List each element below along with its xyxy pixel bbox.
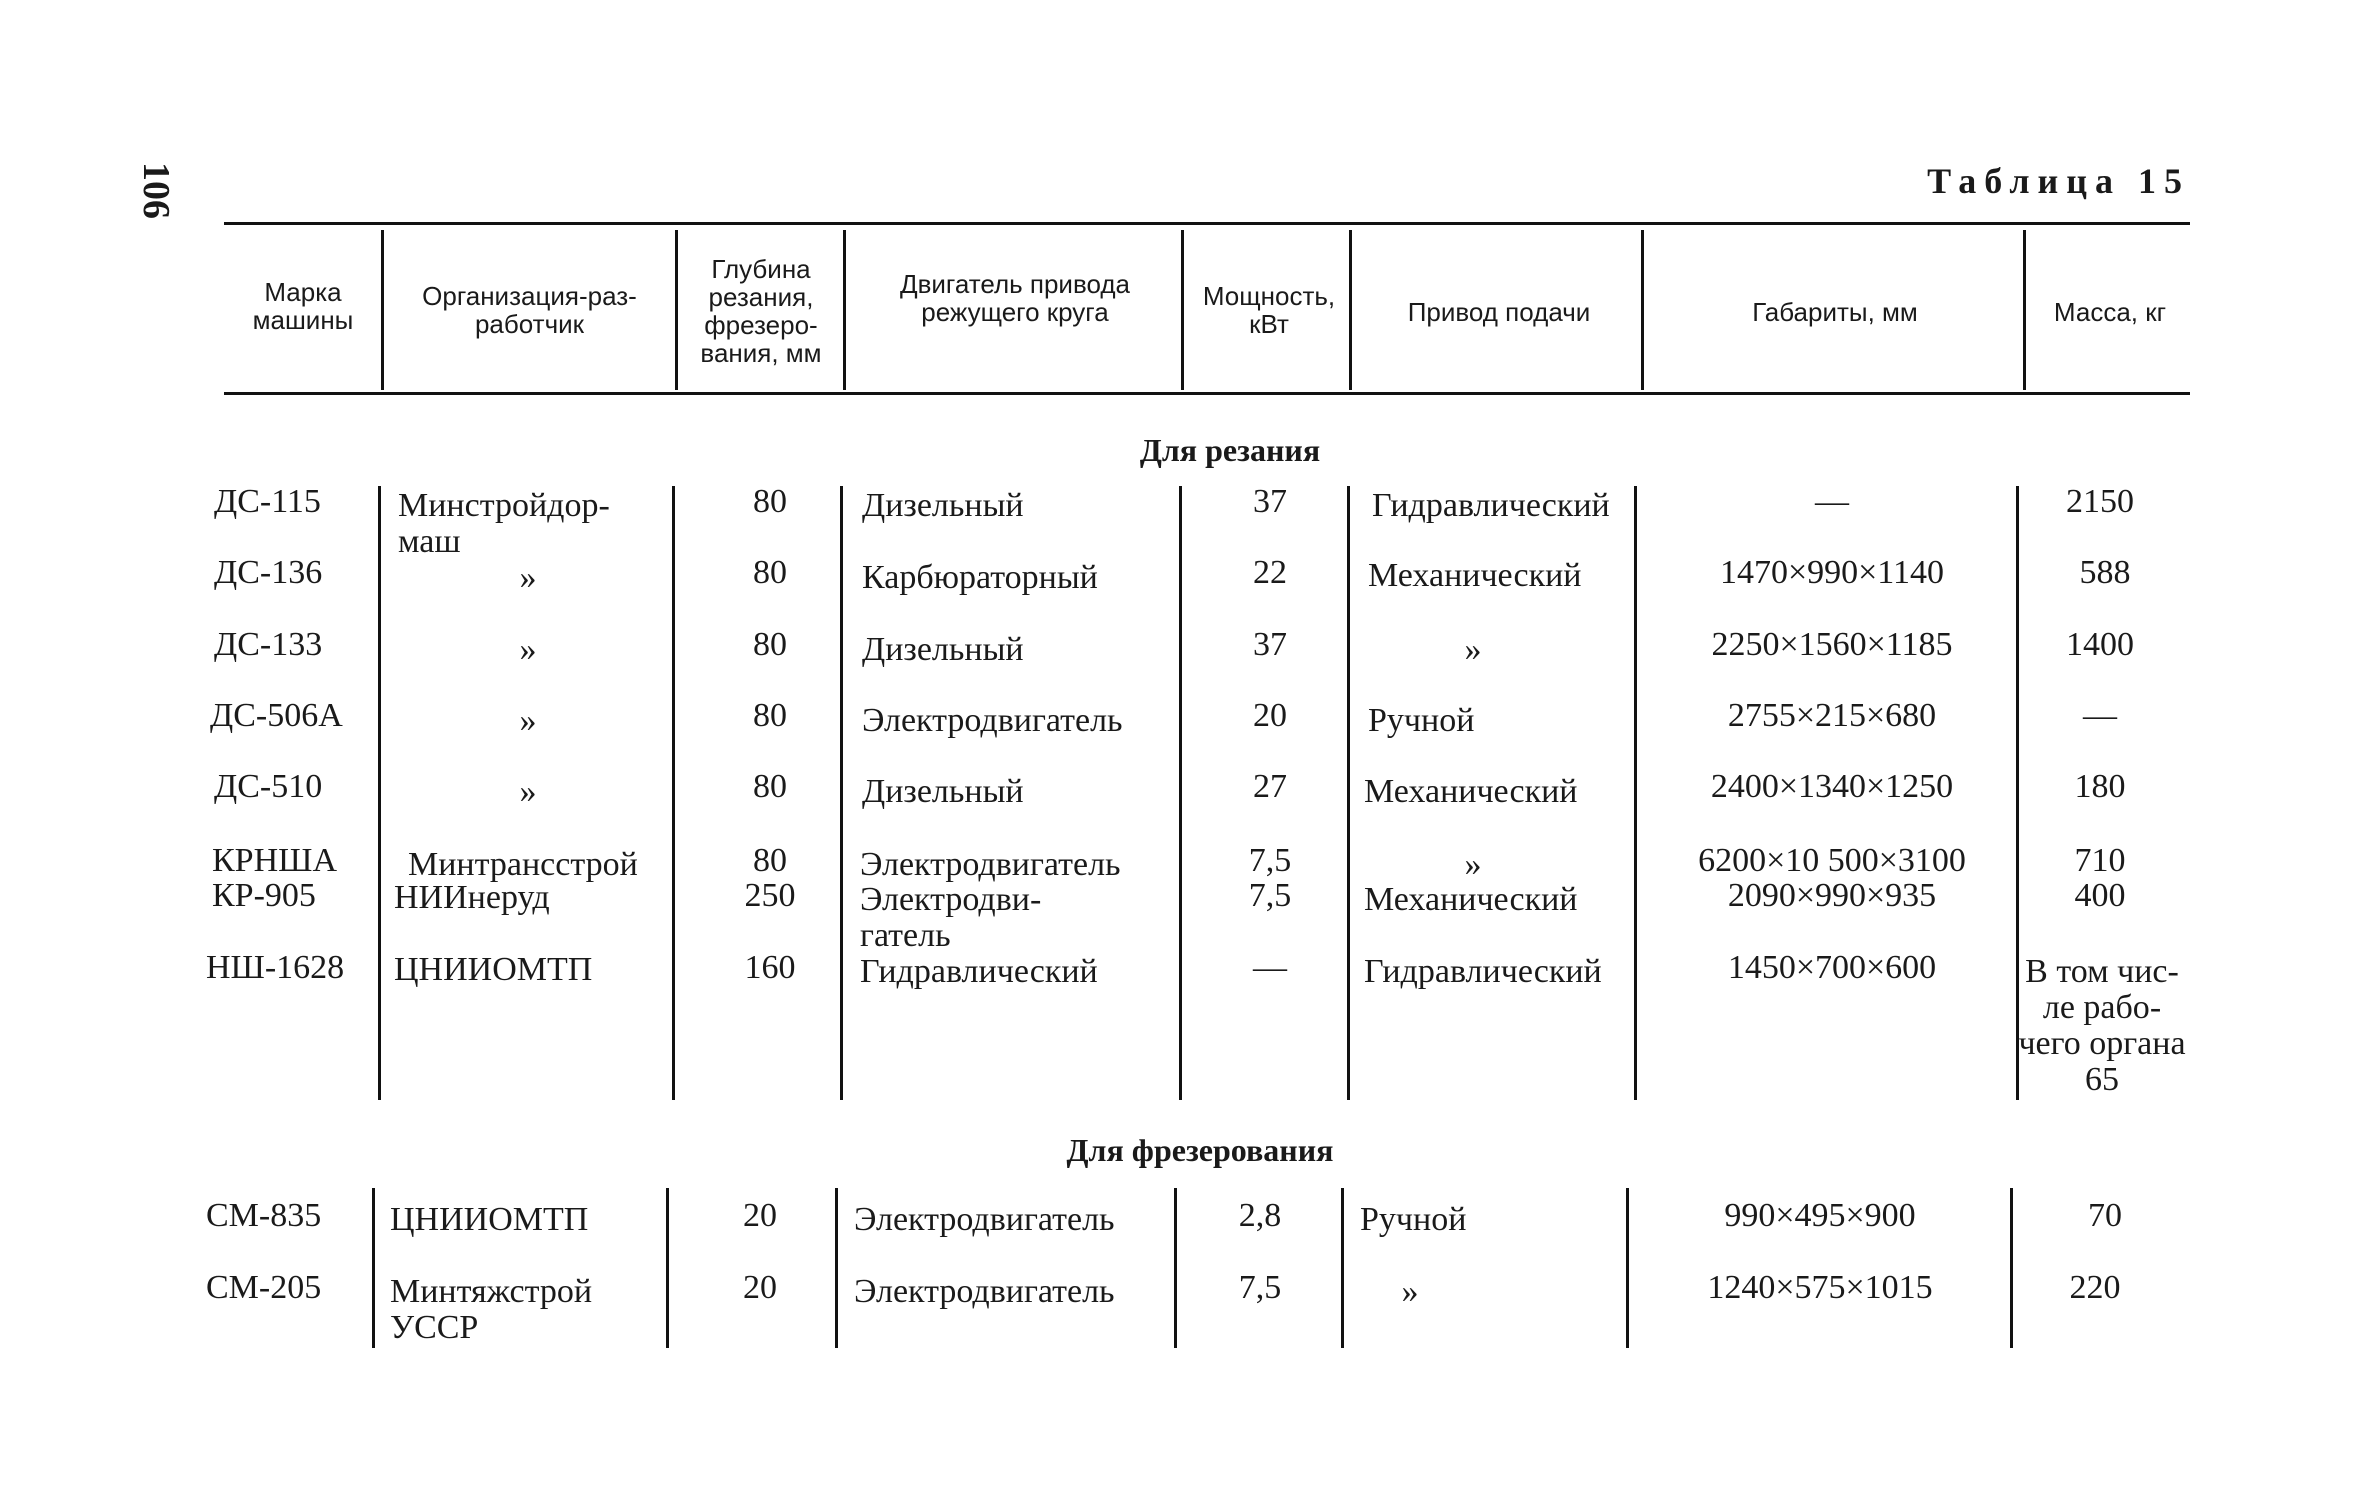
depth-cell: 80 [753,768,787,805]
brand-cell: ДС-506А [210,697,343,734]
power-cell: 7,5 [1248,842,1292,879]
brand-cell: ДС-133 [214,626,323,663]
org-cell: ЦНИИОМТП [390,1201,589,1238]
mass-cell: 70 [2088,1197,2122,1234]
header-divider [1349,230,1352,390]
mass-cell: 400 [2074,877,2126,914]
engine-cell: Электродвигатель [854,1273,1115,1310]
org-cell: » [519,702,537,739]
dims-cell: 6200×10 500×3100 [1698,842,1966,879]
header-divider [1641,230,1644,390]
depth-cell: 20 [743,1269,777,1306]
column-divider [672,486,675,1100]
depth-cell: 80 [753,842,787,879]
drive-cell: Гидравлический [1364,953,1602,990]
depth-cell: 160 [744,949,796,986]
org-cell: НИИнеруд [394,879,550,916]
column-divider [372,1188,375,1348]
header-org: Организация-разработчик [422,281,637,339]
brand-cell: СМ-835 [206,1197,322,1234]
header-divider [2023,230,2026,390]
column-divider [1626,1188,1629,1348]
header-divider [843,230,846,390]
drive-cell: Ручной [1368,702,1475,739]
dims-cell: 2250×1560×1185 [1711,626,1953,663]
table-top-rule [224,222,2190,225]
mass-cell: 220 [2069,1269,2121,1306]
section-title-milling: Для фрезерования [1066,1132,1334,1168]
brand-cell: НШ-1628 [206,949,345,986]
mass-cell: — [2083,697,2117,734]
drive-cell: Ручной [1360,1201,1467,1238]
drive-cell: » [1464,846,1482,883]
depth-cell: 80 [753,626,787,663]
engine-cell: Электродвигатель [860,881,1042,954]
column-divider [1341,1188,1344,1348]
org-cell: » [519,631,537,668]
depth-cell: 250 [744,877,796,914]
header-divider [1181,230,1184,390]
drive-cell: Механический [1368,557,1582,594]
depth-cell: 20 [743,1197,777,1234]
column-divider [378,486,381,1100]
drive-cell: » [1464,631,1482,668]
depth-cell: 80 [753,483,787,520]
header-power: Мощность, кВт [1202,281,1336,339]
power-cell: 27 [1253,768,1287,805]
power-cell: 7,5 [1248,877,1292,914]
depth-cell: 80 [753,697,787,734]
engine-cell: Дизельный [862,773,1024,810]
header-mass: Масса, кг [2053,297,2167,327]
power-cell: 7,5 [1238,1269,1282,1306]
dims-cell: 1450×700×600 [1727,949,1937,986]
dims-cell: 2090×990×935 [1727,877,1937,914]
engine-cell: Карбюраторный [862,559,1098,596]
header-brand: Марка машины [252,277,354,335]
header-bottom-rule [224,392,2190,395]
drive-cell: Гидравлический [1372,487,1610,524]
engine-cell: Дизельный [862,487,1024,524]
power-cell: 37 [1253,483,1287,520]
mass-cell: 180 [2074,768,2126,805]
org-cell: » [519,559,537,596]
header-engine: Двигатель привода режущего круга [899,269,1130,327]
column-divider [1179,486,1182,1100]
brand-cell: ДС-136 [214,554,323,591]
header-dims: Габариты, мм [1752,297,1918,327]
engine-cell: Электродвигатель [860,846,1121,883]
dims-cell: 1470×990×1140 [1719,554,1945,591]
power-cell: 37 [1253,626,1287,663]
mass-cell: 2150 [2066,483,2134,520]
engine-cell: Дизельный [862,631,1024,668]
org-cell: ЦНИИОМТП [394,951,593,988]
brand-cell: ДС-115 [214,483,321,520]
dims-cell: 2400×1340×1250 [1710,768,1954,805]
power-cell: — [1253,949,1287,986]
dims-cell: 2755×215×680 [1727,697,1937,734]
table-title: Таблица 15 [1927,161,2190,201]
column-divider [2010,1188,2013,1348]
dims-cell: — [1815,483,1849,520]
mass-cell: 1400 [2066,626,2134,663]
header-divider [381,230,384,390]
power-cell: 22 [1253,554,1287,591]
header-drive: Привод подачи [1407,297,1591,327]
engine-cell: Электродвигатель [862,702,1123,739]
mass-cell: 710 [2074,842,2126,879]
org-cell: » [519,773,537,810]
drive-cell: » [1401,1273,1419,1310]
brand-cell: КР-905 [212,877,316,914]
page-number: 106 [135,162,177,219]
brand-cell: СМ-205 [206,1269,322,1306]
power-cell: 20 [1253,697,1287,734]
mass-cell: 588 [2079,554,2131,591]
brand-cell: ДС-510 [214,768,323,805]
column-divider [1174,1188,1177,1348]
brand-cell: КРНША [212,842,337,879]
mass-cell: В том числе рабочего органа 65 [2018,953,2186,1098]
section-title-cutting: Для резания [1139,432,1321,468]
dims-cell: 1240×575×1015 [1707,1269,1933,1306]
header-divider [675,230,678,390]
org-cell: Минтяжстрой УССР [390,1273,593,1346]
engine-cell: Электродвигатель [854,1201,1115,1238]
drive-cell: Механический [1364,773,1578,810]
org-cell: Минтрансстрой [408,846,638,883]
power-cell: 2,8 [1238,1197,1282,1234]
org-cell: Минстройдормаш [398,487,610,560]
column-divider [666,1188,669,1348]
header-depth: Глубина резания, фрезерования, мм [700,254,822,368]
column-divider [1347,486,1350,1100]
dims-cell: 990×495×900 [1724,1197,1916,1234]
engine-cell: Гидравлический [860,953,1098,990]
column-divider [1634,486,1637,1100]
depth-cell: 80 [753,554,787,591]
drive-cell: Механический [1364,881,1578,918]
